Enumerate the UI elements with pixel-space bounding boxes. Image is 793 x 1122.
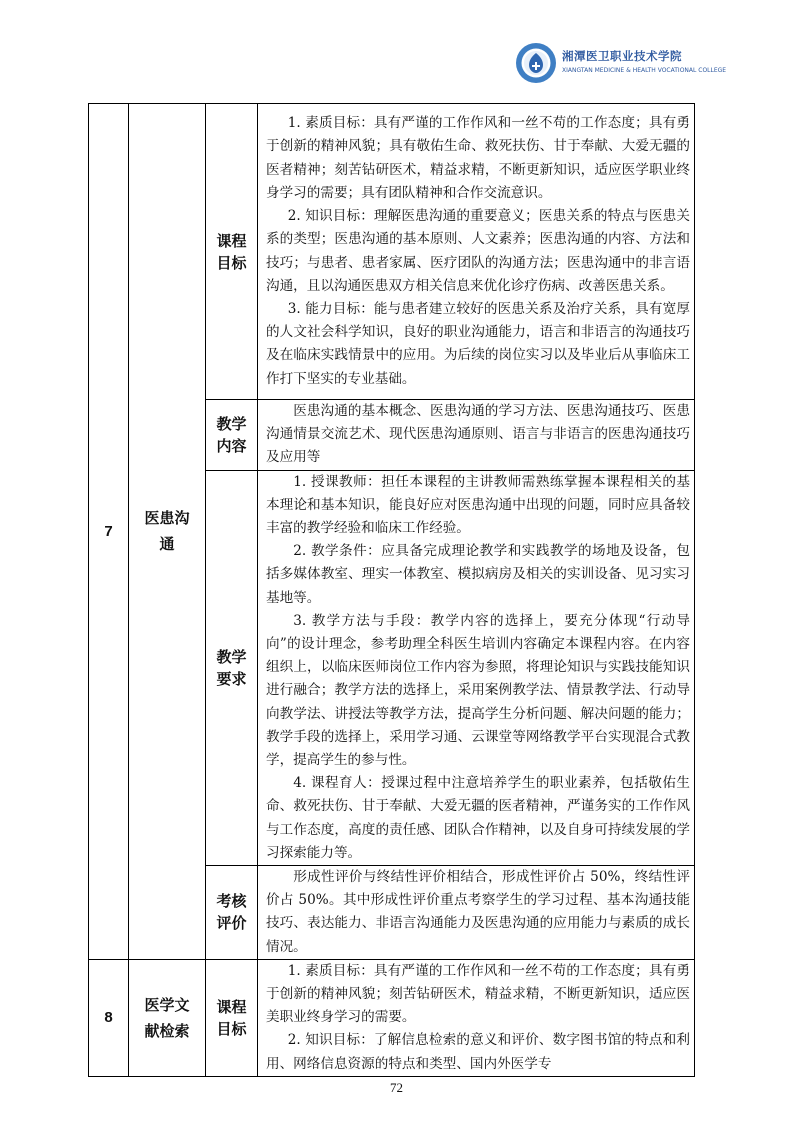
paragraph: 2. 知识目标：了解信息检索的意义和评价、数字图书馆的特点和利用、网络信息资源的特点和类型、国内外医学专	[266, 1032, 690, 1072]
paragraph: 4. 课程育人：授课过程中注意培养学生的职业素养，包括敬佑生命、救死扶伤、甘于奉献、大爱无疆的医者精神，严谨务实的工作作风与工作态度，高度的责任感、团队合作精神，以及自身可持续发展的学习探索能力等。	[266, 775, 690, 861]
school-name-cn: 湘潭医卫职业技术学院	[562, 49, 682, 63]
paragraph: 形成性评价与终结性评价相结合，形成性评价占 50%，终结性评价占 50%。其中形成性评价重点考察学生的学习过程、基本沟通技能技巧、表达能力、非语言沟通能力及医患沟通的应用能力与素质的成长情况。	[266, 869, 690, 955]
page-number: 72	[390, 1080, 403, 1095]
course-name: 医学文 献检索	[129, 959, 206, 1076]
section-content	[258, 866, 695, 960]
table-row	[89, 104, 695, 400]
paragraph: 3. 教学方法与手段：教学内容的选择上，要充分体现“行动导向”的设计理念，参考助理全科医生培训内容确定本课程内容。在内容组织上，以临床医师岗位工作内容为参照，将理论知识与实践技能知识进行融合；教学方法的选择上，采用案例教学法、情景教学法、行动导向教学法、讲授法等教学方法，提高学生分析问题、解决问题的能力；教学手段的选择上，采用学习通、云课堂等网络教学平台实现混合式教学，提高学生的参与性。	[266, 612, 690, 769]
paragraph: 3. 能力目标：能与患者建立较好的医患关系及治疗关系，具有宽厚的人文社会科学知识，良好的职业沟通能力，语言和非语言的沟通技巧及在临床实践情景中的应用。为后续的岗位实习以及毕业后从事临床工作打下坚实的专业基础。	[266, 300, 690, 387]
school-name-en: XIANGTAN MEDICINE & HEALTH VOCATIONAL COLLEGE	[562, 67, 727, 74]
paragraph: 1. 素质目标：具有严谨的工作作风和一丝不苟的工作态度；具有勇于创新的精神风貌；具有敬佑生命、救死扶伤、甘于奉献、大爱无疆的医者精神；刻苦钻研医术，精益求精，不断更新知识，适应医学职业终身学习的需要；具有团队精神和合作交流意识。	[266, 115, 690, 201]
section-label: 考核 评价	[206, 866, 258, 960]
course-name: 医患沟 通	[129, 104, 206, 960]
section-label: 教学 内容	[206, 400, 258, 471]
course-number: 7	[89, 104, 129, 960]
section-content	[258, 400, 695, 471]
section-content	[258, 104, 695, 400]
section-content	[258, 470, 695, 865]
section-label: 教学 要求	[206, 470, 258, 865]
course-table	[88, 103, 695, 1077]
section-label: 课程 目标	[206, 104, 258, 400]
section-content	[258, 959, 695, 1076]
paragraph: 1. 授课教师：担任本课程的主讲教师需熟练掌握本课程相关的基本理论和基本知识，能良好应对医患沟通中出现的问题，同时应具备较丰富的教学经验和临床工作经验。	[266, 473, 690, 537]
paragraph: 医患沟通的基本概念、医患沟通的学习方法、医患沟通技巧、医患沟通情景交流艺术、现代医患沟通原则、语言与非语言的医患沟通技巧及应用等	[266, 403, 690, 466]
paragraph: 2. 教学条件：应具备完成理论教学和实践教学的场地及设备，包括多媒体教室、理实一体教室、模拟病房及相关的实训设备、见习实习基地等。	[266, 543, 690, 606]
college-logo	[515, 38, 727, 88]
table-row	[89, 959, 695, 1076]
paragraph: 2. 知识目标：理解医患沟通的重要意义；医患关系的特点与医患关系的类型；医患沟通的基本原则、人文素养；医患沟通的内容、方法和技巧；与患者、患者家属、医疗团队的沟通方法；医患沟通中的非言语沟通，且以沟通医患双方相关信息来优化诊疗伤病、改善医患关系。	[266, 208, 690, 294]
course-number: 8	[89, 959, 129, 1076]
section-label: 课程 目标	[206, 959, 258, 1076]
paragraph: 1. 素质目标：具有严谨的工作作风和一丝不苟的工作态度；具有勇于创新的精神风貌；刻苦钻研医术，精益求精，不断更新知识，适应医美职业终身学习的需要。	[266, 962, 690, 1026]
college-seal-icon	[515, 42, 557, 84]
